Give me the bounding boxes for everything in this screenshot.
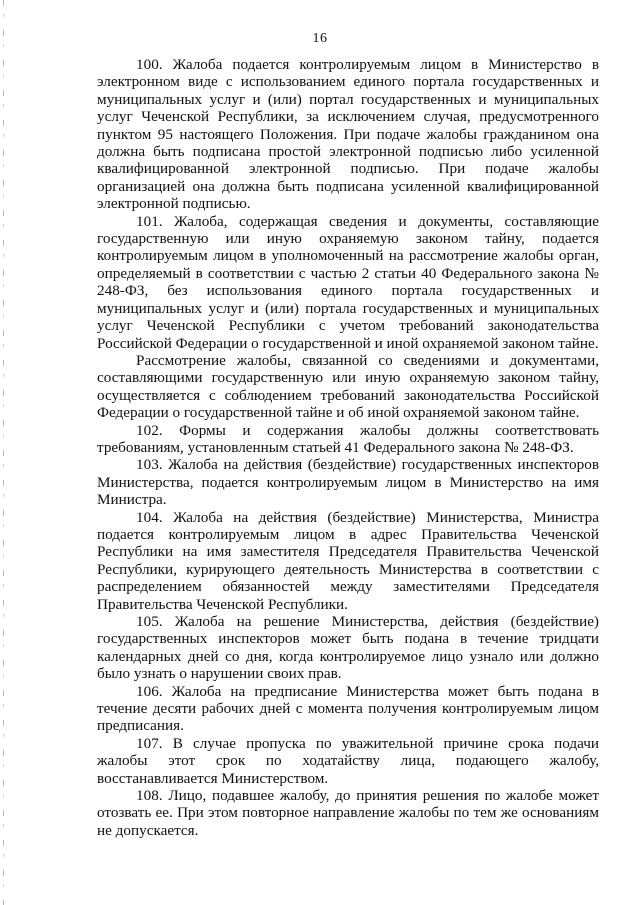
paragraph-100: 100. Жалоба подается контролируемым лицом в Министерство в электронном виде с использованием единого портала государственных и муниципальных услуг и (или) портал государственных и муниципальных услуг Чеченской Республики, за исключением случая, предусмотренного пунктом 95 настоящего Положения. При подаче жалобы гражданином она должна быть подписана простой электронной подписью либо усиленной квалифицированной электронной подписью. При подаче жалобы организацией она должна быть подписана усиленной квалифицированной электронной подписью. [97, 56, 599, 213]
paragraph-101-secrecy-review: Рассмотрение жалобы, связанной со сведениями и документами, составляющими государственную или иную охраняемую законом тайну, осуществляется с соблюдением требований законодательства Российской Федерации о государственной тайне и об иной охраняемой законом тайне. [97, 351, 599, 422]
paragraph-101: 101. Жалоба, содержащая сведения и документы, составляющие государственную или иную охраняемую законом тайну, подается контролируемым лицом в уполномоченный на рассмотрение жалобы орган, определяемый в соответствии с частью 2 статьи 40 Федерального закона № 248-ФЗ, без использования единого портала государственных и муниципальных услуг и (или) портала государственных и муниципальных услуг Чеченской Республики с учетом требований законодательства Российской Федерации о государственной и иной охраняемой законом тайне. [97, 212, 599, 352]
paragraph-105: 105. Жалоба на решение Министерства, действия (бездействие) государственных инспекторов может быть подана в течение тридцати календарных дней со дня, когда контролируемое лицо узнало или должно было узнать о нарушении своих прав. [97, 613, 599, 683]
paragraph-104: 104. Жалоба на действия (бездействие) Министерства, Министра подается контролируемым лицом в адрес Правительства Чеченской Республики на имя заместителя Председателя Правительства Чеченской Республики, курирующего деятельность Министерства в соответствии с распределением обязанностей между заместителями Председателя Правительства Чеченской Республики. [97, 508, 599, 613]
scan-edge-artifact [3, 0, 4, 905]
page-number: 16 [312, 31, 328, 46]
paragraph-103: 103. Жалоба на действия (бездействие) государственных инспекторов Министерства, подается контролируемым лицом в Министерство на имя Министра. [97, 456, 599, 509]
paragraph-106: 106. Жалоба на предписание Министерства может быть подана в течение десяти рабочих дней с момента получения контролируемым лицом предписания. [97, 682, 599, 735]
paragraph-107: 107. В случае пропуска по уважительной причине срока подачи жалобы этот срок по ходатайству лица, подающего жалобу, восстанавливается Министерством. [97, 734, 599, 787]
paragraph-102: 102. Формы и содержания жалобы должны соответствовать требованиям, установленным статьей 41 Федерального закона № 248-ФЗ. [97, 421, 599, 456]
document-body [97, 56, 599, 839]
paragraph-108: 108. Лицо, подавшее жалобу, до принятия решения по жалобе может отозвать ее. При этом повторное направление жалобы по тем же основаниям не допускается. [97, 787, 599, 839]
